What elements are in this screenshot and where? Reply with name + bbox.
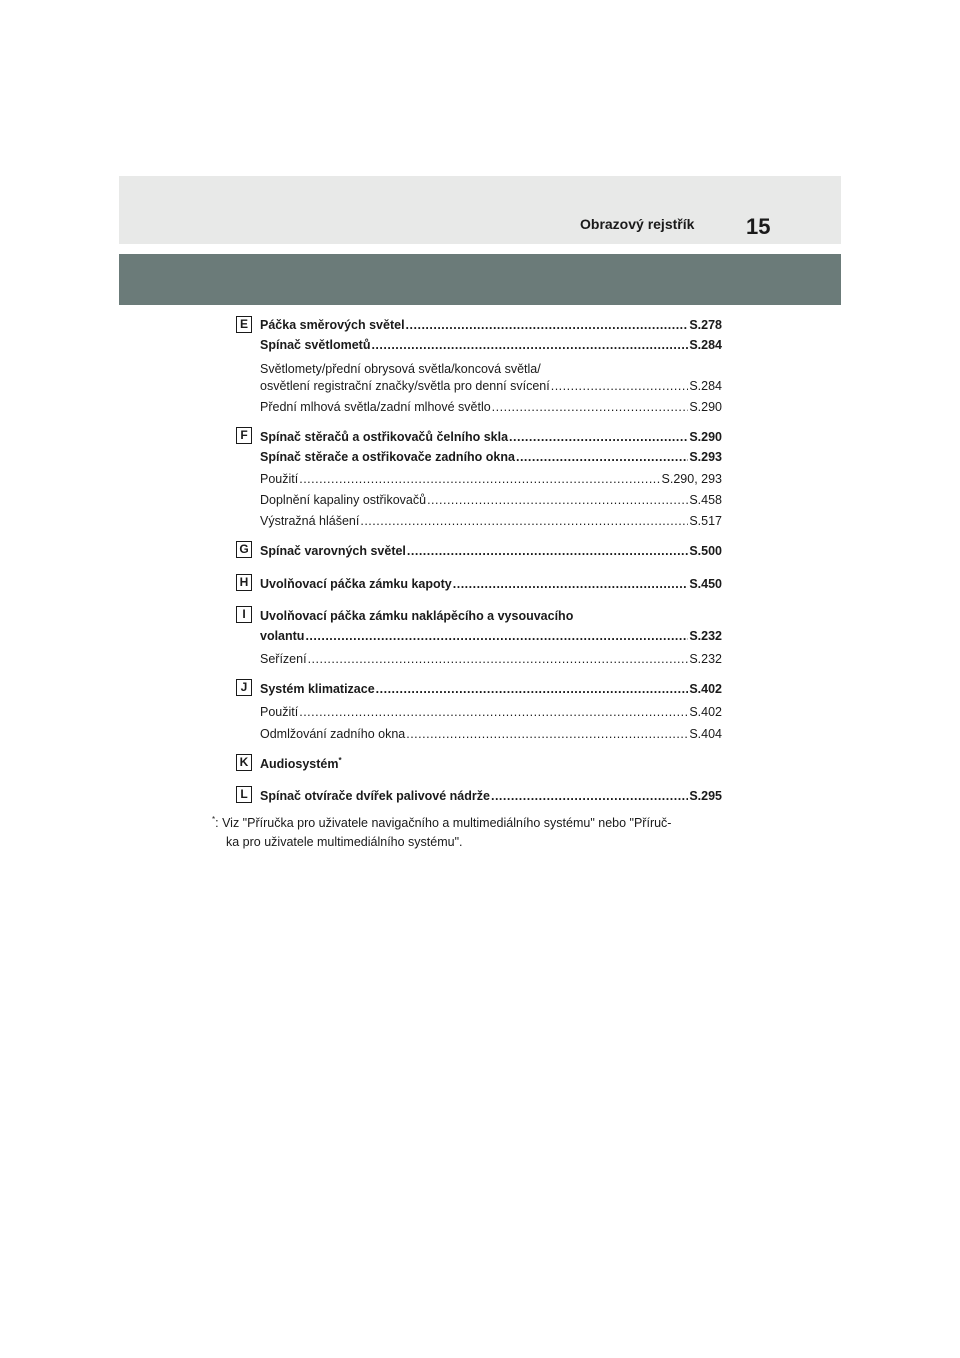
index-entry[interactable] [260, 449, 722, 466]
index-entry[interactable] [260, 317, 722, 334]
entry-label: Doplnění kapaliny ostřikovačů [260, 493, 427, 507]
entry-page: S.284 [689, 379, 722, 393]
entry-label: Spínač stěrače a ostřikovače zadního okna [260, 450, 515, 464]
entry-page: S.295 [689, 789, 722, 803]
letter-marker-l: L [236, 786, 252, 803]
entry-label: Použití [260, 705, 299, 719]
leader-dots [299, 704, 688, 721]
leader-dots [299, 471, 660, 488]
footnote-marker: * [338, 755, 342, 765]
leader-dots [308, 651, 689, 668]
entry-label: volantu [260, 629, 305, 643]
entry-page: S.450 [689, 577, 722, 591]
entry-page: S.290, 293 [661, 472, 722, 486]
index-entry[interactable] [260, 543, 722, 560]
leader-dots [376, 681, 689, 698]
index-entry[interactable] [260, 576, 722, 593]
entry-label: Spínač varovných světel [260, 544, 406, 558]
entry-label: Páčka směrových světel [260, 318, 405, 332]
entry-label: Výstražná hlášení [260, 514, 360, 528]
index-entry[interactable] [260, 628, 722, 645]
footnote-line1: : Viz "Příručka pro uživatele navigačního a multimediálního systému" nebo "Příruč- [215, 816, 672, 830]
entry-page: S.517 [689, 514, 722, 528]
entry-page: S.232 [689, 652, 722, 666]
entry-label: Uvolňovací páčka zámku kapoty [260, 577, 452, 591]
index-entry[interactable] [260, 704, 722, 721]
entry-page: S.500 [689, 544, 722, 558]
entry-page: S.402 [689, 682, 722, 696]
leader-dots [406, 317, 689, 334]
letter-marker-j: J [236, 679, 252, 696]
index-entry[interactable] [260, 651, 722, 668]
leader-dots [305, 628, 688, 645]
index-entry[interactable] [260, 681, 722, 698]
leader-dots [371, 337, 688, 354]
entry-page: S.290 [689, 430, 722, 444]
index-entry[interactable] [260, 513, 722, 530]
entry-label: Odmlžování zadního okna [260, 727, 406, 741]
letter-marker-i: I [236, 606, 252, 623]
entry-page: S.293 [689, 450, 722, 464]
leader-dots [427, 492, 688, 509]
index-entry[interactable] [260, 378, 722, 395]
footnote [212, 814, 752, 852]
leader-dots [509, 429, 688, 446]
entry-label: Spínač světlometů [260, 338, 371, 352]
entry-label: Seřízení [260, 652, 307, 666]
entry-page: S.458 [689, 493, 722, 507]
entry-page: S.232 [689, 629, 722, 643]
entry-label-line1: Uvolňovací páčka zámku naklápěcího a vysouvacího [260, 609, 574, 623]
letter-marker-e: E [236, 316, 252, 333]
entry-label: Audiosystém [260, 757, 339, 771]
index-entry[interactable] [260, 337, 722, 354]
leader-dots [407, 543, 688, 560]
index-entry[interactable] [260, 788, 722, 805]
leader-dots [453, 576, 689, 593]
leader-dots [492, 399, 689, 416]
letter-marker-g: G [236, 541, 252, 558]
index-entry[interactable] [260, 429, 722, 446]
leader-dots [516, 449, 688, 466]
entry-label: Přední mlhová světla/zadní mlhové světlo [260, 400, 491, 414]
letter-marker-h: H [236, 574, 252, 591]
leader-dots [551, 378, 689, 395]
entry-label: Systém klimatizace [260, 682, 375, 696]
entry-page: S.278 [689, 318, 722, 332]
entry-page: S.284 [689, 338, 722, 352]
index-entry[interactable] [260, 492, 722, 509]
entry-label: Použití [260, 472, 299, 486]
page-number: 15 [746, 214, 771, 239]
section-title: Obrazový rejstřík [580, 216, 695, 232]
leader-dots [491, 788, 688, 805]
letter-marker-f: F [236, 427, 252, 444]
index-entry[interactable] [260, 399, 722, 416]
entry-page: S.290 [689, 400, 722, 414]
letter-marker-k: K [236, 754, 252, 771]
footnote-line2: ka pro uživatele multimediálního systému". [226, 835, 463, 849]
index-entry[interactable] [260, 471, 722, 488]
footnote-marker: * [212, 814, 216, 824]
entry-page: S.404 [689, 727, 722, 741]
entry-label-line1: Světlomety/přední obrysová světla/koncová světla/ [260, 362, 541, 376]
entry-label: Spínač stěračů a ostřikovačů čelního skla [260, 430, 509, 444]
leader-dots [406, 726, 688, 743]
entry-page: S.402 [689, 705, 722, 719]
index-entry[interactable] [260, 726, 722, 743]
leader-dots [360, 513, 688, 530]
index-entry[interactable] [260, 756, 342, 773]
entry-label: Spínač otvírače dvířek palivové nádrže [260, 789, 490, 803]
entry-label: osvětlení registrační značky/světla pro denní svícení [260, 379, 550, 393]
